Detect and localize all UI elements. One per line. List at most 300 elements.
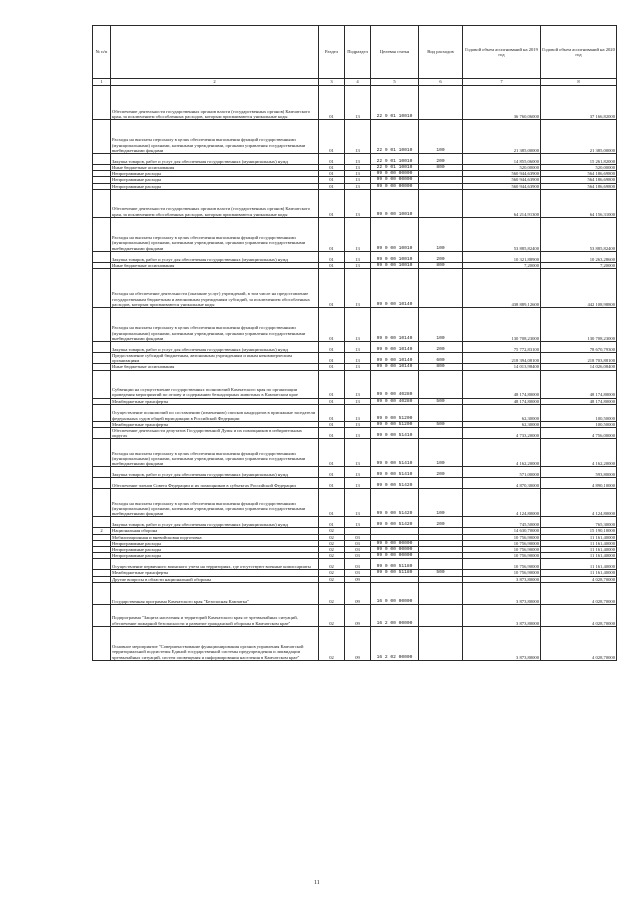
row-razdel: 01 bbox=[319, 183, 345, 189]
row-target-article: 99 0 00 51200 bbox=[371, 421, 419, 427]
row-target-article: 99 0 00 10140 bbox=[371, 364, 419, 370]
table-row bbox=[93, 217, 617, 251]
row-podrazdel: 13 bbox=[345, 217, 371, 251]
row-razdel: 01 bbox=[319, 364, 345, 370]
row-razdel: 01 bbox=[319, 421, 345, 427]
row-number bbox=[93, 120, 111, 154]
row-razdel: 02 bbox=[319, 553, 345, 559]
row-amount-2020: 15 261,82000 bbox=[541, 154, 617, 165]
row-number bbox=[93, 269, 111, 308]
row-expense-type: 500 bbox=[419, 398, 463, 404]
row-amount-2019: 4 870,30000 bbox=[463, 478, 541, 489]
row-amount-2019: 10 756,90000 bbox=[463, 559, 541, 570]
row-amount-2019: 62,30000 bbox=[463, 421, 541, 427]
row-amount-2020: 78 670,79300 bbox=[541, 342, 617, 353]
row-razdel: 01 bbox=[319, 251, 345, 262]
row-name: Обеспечение деятельности государственных органов власти (государственных органов) Камчатского края, за исключением обособленных расходов, которым присваиваются уникальные коды bbox=[111, 189, 319, 217]
row-razdel: 01 bbox=[319, 120, 345, 154]
row-target-article: 99 0 00 10140 bbox=[371, 353, 419, 364]
row-podrazdel: 13 bbox=[345, 467, 371, 478]
table-row bbox=[93, 626, 617, 660]
row-name: Обеспечение деятельности государственных органов власти (государственных органов) Камчатского края, за исключением обособленных расходов, которым присваиваются уникальные коды bbox=[111, 86, 319, 120]
row-podrazdel: 03 bbox=[345, 559, 371, 570]
row-amount-2019: 560 944,63900 bbox=[463, 183, 541, 189]
row-amount-2019: 75 772,83100 bbox=[463, 342, 541, 353]
row-name: Мобилизационная и вневойсковая подготовка bbox=[111, 534, 319, 540]
row-amount-2019: 520,00000 bbox=[463, 165, 541, 171]
row-podrazdel: 03 bbox=[345, 534, 371, 540]
row-amount-2020: 11 161,40000 bbox=[541, 547, 617, 553]
row-name: Межбюджетные трансферты bbox=[111, 570, 319, 576]
row-target-article: 16 2 00 00000 bbox=[371, 604, 419, 626]
row-number bbox=[93, 428, 111, 439]
row-number bbox=[93, 404, 111, 421]
row-amount-2020: 130 708,23000 bbox=[541, 308, 617, 342]
row-amount-2019: 3 873,80000 bbox=[463, 576, 541, 582]
row-podrazdel: 03 bbox=[345, 547, 371, 553]
row-name: Непрограммные расходы bbox=[111, 177, 319, 183]
row-expense-type: 200 bbox=[419, 251, 463, 262]
row-amount-2020: 53 885,82400 bbox=[541, 217, 617, 251]
row-amount-2020: 48 174,80000 bbox=[541, 398, 617, 404]
row-number bbox=[93, 251, 111, 262]
row-amount-2020: 11 161,40000 bbox=[541, 570, 617, 576]
row-podrazdel: 09 bbox=[345, 576, 371, 582]
row-razdel: 01 bbox=[319, 217, 345, 251]
row-amount-2020: 564 186,69800 bbox=[541, 171, 617, 177]
row-amount-2020: 64 156,31000 bbox=[541, 189, 617, 217]
row-target-article: 99 0 00 10010 bbox=[371, 217, 419, 251]
table-row bbox=[93, 364, 617, 370]
table-row bbox=[93, 120, 617, 154]
row-amount-2019: 10 756,90000 bbox=[463, 570, 541, 576]
row-razdel: 01 bbox=[319, 342, 345, 353]
row-name: Подпрограмма "Защита населения и территорий Камчатского края от чрезвычайных ситуаций, обеспечение пожарной безопасности и развитие гражданской обороны в Камчатском крае" bbox=[111, 604, 319, 626]
row-amount-2020: 4 028,70000 bbox=[541, 582, 617, 604]
row-expense-type: 500 bbox=[419, 570, 463, 576]
row-amount-2019: 3 873,80000 bbox=[463, 626, 541, 660]
colnum: 6 bbox=[419, 79, 463, 86]
row-expense-type bbox=[419, 404, 463, 421]
row-target-article: 99 0 00 51420 bbox=[371, 517, 419, 528]
row-amount-2020: 564 186,69800 bbox=[541, 177, 617, 183]
row-amount-2020: 765,30000 bbox=[541, 517, 617, 528]
row-target-article: 99 0 00 00000 bbox=[371, 183, 419, 189]
row-expense-type: 500 bbox=[419, 421, 463, 427]
row-razdel: 01 bbox=[319, 489, 345, 517]
table-row bbox=[93, 559, 617, 570]
row-podrazdel: 13 bbox=[345, 370, 371, 398]
row-expense-type bbox=[419, 86, 463, 120]
row-razdel: 02 bbox=[319, 528, 345, 534]
row-amount-2019: 10 756,90000 bbox=[463, 547, 541, 553]
row-name: Основное мероприятие "Совершенствование функционирования органов управления Камчатской территориальной подсистемы Единой государственной системы предупреждения и ликвидации чрезвычайных ситуаций, систем оповещения и информирования населения в Камчатском крае" bbox=[111, 626, 319, 660]
row-podrazdel: 13 bbox=[345, 154, 371, 165]
row-name: Расходы на выплаты персоналу в целях обеспечения выполнения функций государственными (муниципальными) органами, казенными учреждениями, органами управления государственными внебюджетными фондами bbox=[111, 489, 319, 517]
row-name: Непрограммные расходы bbox=[111, 553, 319, 559]
row-target-article: 99 0 00 51200 bbox=[371, 404, 419, 421]
row-amount-2020: 100,50000 bbox=[541, 404, 617, 421]
row-number bbox=[93, 489, 111, 517]
row-podrazdel: 13 bbox=[345, 308, 371, 342]
row-expense-type: 200 bbox=[419, 154, 463, 165]
row-target-article: 99 0 00 51420 bbox=[371, 489, 419, 517]
row-razdel: 02 bbox=[319, 570, 345, 576]
row-expense-type: 100 bbox=[419, 489, 463, 517]
row-expense-type: 600 bbox=[419, 353, 463, 364]
row-razdel: 02 bbox=[319, 604, 345, 626]
row-razdel: 01 bbox=[319, 262, 345, 268]
row-target-article: 99 0 00 10140 bbox=[371, 308, 419, 342]
row-target-article: 99 0 00 10140 bbox=[371, 342, 419, 353]
row-expense-type: 100 bbox=[419, 439, 463, 467]
table-row bbox=[93, 517, 617, 528]
row-razdel: 01 bbox=[319, 404, 345, 421]
colnum: 1 bbox=[93, 79, 111, 86]
row-amount-2019: 745,50000 bbox=[463, 517, 541, 528]
col-header-2019: Годовой объем ассигнований на 2019 год bbox=[463, 26, 541, 79]
row-name: Расходы на выплаты персоналу в целях обеспечения выполнения функций государственными (муниципальными) органами, казенными учреждениями, органами управления государственными внебюджетными фондами bbox=[111, 120, 319, 154]
row-number bbox=[93, 189, 111, 217]
row-podrazdel: 09 bbox=[345, 626, 371, 660]
table-row bbox=[93, 604, 617, 626]
row-target-article: 99 0 00 10010 bbox=[371, 189, 419, 217]
row-number bbox=[93, 217, 111, 251]
colnum: 5 bbox=[371, 79, 419, 86]
row-amount-2020: 4 756,00000 bbox=[541, 428, 617, 439]
row-target-article: 99 0 00 10010 bbox=[371, 262, 419, 268]
row-number bbox=[93, 370, 111, 398]
row-number bbox=[93, 626, 111, 660]
row-razdel: 01 bbox=[319, 177, 345, 183]
row-number bbox=[93, 478, 111, 489]
row-expense-type bbox=[419, 189, 463, 217]
row-amount-2019: 21 385,00000 bbox=[463, 120, 541, 154]
row-amount-2019: 53 885,82400 bbox=[463, 217, 541, 251]
row-expense-type: 100 bbox=[419, 308, 463, 342]
row-target-article: 99 0 00 00000 bbox=[371, 547, 419, 553]
row-podrazdel: 13 bbox=[345, 262, 371, 268]
row-target-article: 22 9 01 10010 bbox=[371, 165, 419, 171]
row-razdel: 01 bbox=[319, 517, 345, 528]
row-name: Предоставление субсидий бюджетным, автономным учреждениям и иным некоммерческим организациям bbox=[111, 353, 319, 364]
row-amount-2020: 520,00000 bbox=[541, 165, 617, 171]
row-amount-2019: 62,30000 bbox=[463, 404, 541, 421]
row-expense-type bbox=[419, 582, 463, 604]
row-podrazdel: 13 bbox=[345, 251, 371, 262]
header-row bbox=[93, 26, 617, 79]
row-target-article: 99 0 00 40280 bbox=[371, 370, 419, 398]
row-name: Иные бюджетные ассигнования bbox=[111, 262, 319, 268]
row-amount-2019: 10 321,88900 bbox=[463, 251, 541, 262]
row-amount-2019: 14 630,70000 bbox=[463, 528, 541, 534]
table-row bbox=[93, 489, 617, 517]
row-razdel: 01 bbox=[319, 189, 345, 217]
row-amount-2019: 36 760,06000 bbox=[463, 86, 541, 120]
table-row bbox=[93, 262, 617, 268]
row-amount-2020: 4 028,70000 bbox=[541, 626, 617, 660]
row-number bbox=[93, 604, 111, 626]
row-name: Непрограммные расходы bbox=[111, 183, 319, 189]
row-number bbox=[93, 559, 111, 570]
row-razdel: 01 bbox=[319, 370, 345, 398]
row-target-article: 99 0 00 40280 bbox=[371, 398, 419, 404]
row-razdel: 02 bbox=[319, 576, 345, 582]
row-podrazdel: 13 bbox=[345, 517, 371, 528]
row-razdel: 02 bbox=[319, 626, 345, 660]
row-razdel: 01 bbox=[319, 428, 345, 439]
row-target-article: 99 0 00 51410 bbox=[371, 439, 419, 467]
row-amount-2019: 10 756,90000 bbox=[463, 553, 541, 559]
row-amount-2019: 560 944,63900 bbox=[463, 171, 541, 177]
row-expense-type: 800 bbox=[419, 364, 463, 370]
row-podrazdel: 13 bbox=[345, 398, 371, 404]
page-number: 11 bbox=[314, 880, 320, 886]
row-podrazdel: 13 bbox=[345, 478, 371, 489]
row-expense-type: 800 bbox=[419, 165, 463, 171]
table-row bbox=[93, 478, 617, 489]
row-amount-2020: 15 190,10000 bbox=[541, 528, 617, 534]
row-name: Расходы на обеспечение деятельности (оказание услуг) учреждений, в том числе на предоставление государственным бюджетным и автономным учреждениям субсидий, за исключением обособленных расходов, которым присваиваются уникальные коды bbox=[111, 269, 319, 308]
table-row bbox=[93, 353, 617, 364]
table-row bbox=[93, 86, 617, 120]
row-podrazdel: 13 bbox=[345, 421, 371, 427]
row-podrazdel: 13 bbox=[345, 342, 371, 353]
row-amount-2019: 3 873,80000 bbox=[463, 582, 541, 604]
row-podrazdel: 13 bbox=[345, 177, 371, 183]
row-amount-2020: 218 703,88100 bbox=[541, 353, 617, 364]
row-amount-2020: 593,80000 bbox=[541, 467, 617, 478]
row-razdel: 02 bbox=[319, 582, 345, 604]
row-amount-2020: 48 174,80000 bbox=[541, 370, 617, 398]
row-name: Межбюджетные трансферты bbox=[111, 421, 319, 427]
row-amount-2019: 4 124,80000 bbox=[463, 489, 541, 517]
row-razdel: 01 bbox=[319, 269, 345, 308]
row-amount-2020: 4 028,70000 bbox=[541, 604, 617, 626]
row-amount-2020: 442 108,98800 bbox=[541, 269, 617, 308]
row-amount-2020: 11 161,40000 bbox=[541, 553, 617, 559]
colnum: 4 bbox=[345, 79, 371, 86]
col-header-razdel: Раздел bbox=[319, 26, 345, 79]
row-expense-type bbox=[419, 478, 463, 489]
row-razdel: 01 bbox=[319, 165, 345, 171]
table-body bbox=[93, 86, 617, 661]
row-amount-2019: 4 162,20000 bbox=[463, 439, 541, 467]
row-amount-2020: 21 385,00000 bbox=[541, 120, 617, 154]
budget-table bbox=[92, 25, 617, 661]
row-razdel: 01 bbox=[319, 439, 345, 467]
row-razdel: 01 bbox=[319, 171, 345, 177]
row-expense-type: 200 bbox=[419, 342, 463, 353]
row-razdel: 02 bbox=[319, 559, 345, 570]
row-name: Обеспечение деятельности депутатов Государственной Думы и их помощников в избирательных округах bbox=[111, 428, 319, 439]
row-name: Закупка товаров, работ и услуг для обеспечения государственных (муниципальных) нужд bbox=[111, 154, 319, 165]
row-amount-2020: 100,50000 bbox=[541, 421, 617, 427]
col-header-name bbox=[111, 26, 319, 79]
row-amount-2019: 571,00000 bbox=[463, 467, 541, 478]
row-amount-2019: 10 756,90000 bbox=[463, 540, 541, 546]
row-expense-type bbox=[419, 559, 463, 570]
row-target-article: 99 0 00 00000 bbox=[371, 177, 419, 183]
row-razdel: 01 bbox=[319, 467, 345, 478]
row-target-article: 99 0 00 51420 bbox=[371, 478, 419, 489]
row-podrazdel: 13 bbox=[345, 189, 371, 217]
row-podrazdel: 03 bbox=[345, 553, 371, 559]
row-podrazdel: 13 bbox=[345, 86, 371, 120]
row-name: Субвенции на осуществление государственных полномочий Камчатского края по организации проведения мероприятий по отлову и содержанию безнадзорных животных в Камчатском крае bbox=[111, 370, 319, 398]
row-razdel: 02 bbox=[319, 540, 345, 546]
col-header-podrazdel: Подраздел bbox=[345, 26, 371, 79]
row-expense-type: 200 bbox=[419, 517, 463, 528]
row-name: Расходы на выплаты персоналу в целях обеспечения выполнения функций государственными (муниципальными) органами, казенными учреждениями, органами управления государственными внебюджетными фондами bbox=[111, 217, 319, 251]
row-expense-type: 100 bbox=[419, 120, 463, 154]
row-razdel: 02 bbox=[319, 534, 345, 540]
table-row bbox=[93, 251, 617, 262]
row-amount-2020: 14 026,08400 bbox=[541, 364, 617, 370]
row-name: Закупка товаров, работ и услуг для обеспечения государственных (муниципальных) нужд bbox=[111, 467, 319, 478]
colnum: 3 bbox=[319, 79, 345, 86]
row-podrazdel: 13 bbox=[345, 120, 371, 154]
row-podrazdel: 13 bbox=[345, 364, 371, 370]
row-amount-2019: 130 708,23000 bbox=[463, 308, 541, 342]
row-expense-type: 200 bbox=[419, 467, 463, 478]
row-number bbox=[93, 308, 111, 342]
row-target-article: 99 0 00 10010 bbox=[371, 251, 419, 262]
row-name: Иные бюджетные ассигнования bbox=[111, 165, 319, 171]
row-name: Непрограммные расходы bbox=[111, 171, 319, 177]
row-podrazdel: 13 bbox=[345, 489, 371, 517]
row-amount-2020: 564 186,69800 bbox=[541, 183, 617, 189]
row-target-article: 99 0 00 51180 bbox=[371, 570, 419, 576]
table-row bbox=[93, 404, 617, 421]
row-name: Непрограммные расходы bbox=[111, 547, 319, 553]
row-expense-type bbox=[419, 428, 463, 439]
row-amount-2020: 10 263,28600 bbox=[541, 251, 617, 262]
row-expense-type: 100 bbox=[419, 217, 463, 251]
row-amount-2020: 11 161,40000 bbox=[541, 540, 617, 546]
row-amount-2020: 4 028,70000 bbox=[541, 576, 617, 582]
col-header-vr: Вид расходов bbox=[419, 26, 463, 79]
row-amount-2020: 4 162,20000 bbox=[541, 439, 617, 467]
row-name: Государственная программа Камчатского края "Безопасная Камчатка" bbox=[111, 582, 319, 604]
column-number-row bbox=[93, 79, 617, 86]
row-target-article: 22 9 01 10010 bbox=[371, 154, 419, 165]
row-number bbox=[93, 86, 111, 120]
row-target-article: 99 0 00 51180 bbox=[371, 559, 419, 570]
row-podrazdel: 13 bbox=[345, 171, 371, 177]
row-name: Другие вопросы в области национальной обороны bbox=[111, 576, 319, 582]
row-expense-type bbox=[419, 604, 463, 626]
row-razdel: 01 bbox=[319, 398, 345, 404]
row-target-article: 22 9 01 10010 bbox=[371, 120, 419, 154]
row-razdel: 01 bbox=[319, 353, 345, 364]
row-target-article: 99 0 00 10140 bbox=[371, 269, 419, 308]
table-row bbox=[93, 582, 617, 604]
row-amount-2019: 560 944,63900 bbox=[463, 177, 541, 183]
colnum: 2 bbox=[111, 79, 319, 86]
row-amount-2019: 10 756,90000 bbox=[463, 534, 541, 540]
row-amount-2019: 64 214,91300 bbox=[463, 189, 541, 217]
row-amount-2019: 7,20000 bbox=[463, 262, 541, 268]
row-amount-2020: 37 166,82000 bbox=[541, 86, 617, 120]
table-row bbox=[93, 165, 617, 171]
row-number bbox=[93, 353, 111, 364]
row-amount-2019: 48 174,80000 bbox=[463, 370, 541, 398]
row-razdel: 01 bbox=[319, 478, 345, 489]
row-name: Иные бюджетные ассигнования bbox=[111, 364, 319, 370]
budget-sheet bbox=[92, 25, 616, 661]
row-podrazdel: 13 bbox=[345, 353, 371, 364]
table-row bbox=[93, 342, 617, 353]
table-row bbox=[93, 576, 617, 582]
row-number: 2 bbox=[93, 528, 111, 534]
col-header-no: № п/п bbox=[93, 26, 111, 79]
table-row bbox=[93, 370, 617, 398]
row-name: Закупка товаров, работ и услуг для обеспечения государственных (муниципальных) нужд bbox=[111, 251, 319, 262]
row-podrazdel: 13 bbox=[345, 183, 371, 189]
row-expense-type bbox=[419, 269, 463, 308]
row-amount-2019: 14 855,06000 bbox=[463, 154, 541, 165]
row-amount-2020: 4 124,80000 bbox=[541, 489, 617, 517]
col-header-2020: Годовой объем ассигнований на 2020 год bbox=[541, 26, 617, 79]
row-amount-2019: 4 733,20000 bbox=[463, 428, 541, 439]
table-row bbox=[93, 467, 617, 478]
table-row bbox=[93, 269, 617, 308]
row-number bbox=[93, 467, 111, 478]
row-name: Закупка товаров, работ и услуг для обеспечения государственных (муниципальных) нужд bbox=[111, 342, 319, 353]
row-amount-2019: 14 013,98400 bbox=[463, 364, 541, 370]
row-name: Межбюджетные трансферты bbox=[111, 398, 319, 404]
row-name: Непрограммные расходы bbox=[111, 540, 319, 546]
row-amount-2019: 48 174,80000 bbox=[463, 398, 541, 404]
row-podrazdel: 13 bbox=[345, 404, 371, 421]
row-target-article: 22 9 01 10010 bbox=[371, 86, 419, 120]
row-podrazdel: 09 bbox=[345, 582, 371, 604]
row-podrazdel: 13 bbox=[345, 165, 371, 171]
row-razdel: 01 bbox=[319, 86, 345, 120]
row-target-article: 16 2 02 00000 bbox=[371, 626, 419, 660]
row-name: Осуществление полномочий по составлению (изменению) списков кандидатов в присяжные заседатели федеральных судов общей юрисдикции в Российской Федерации bbox=[111, 404, 319, 421]
row-podrazdel: 13 bbox=[345, 269, 371, 308]
colnum: 7 bbox=[463, 79, 541, 86]
row-target-article: 99 0 00 51410 bbox=[371, 428, 419, 439]
row-target-article: 16 0 00 00000 bbox=[371, 582, 419, 604]
table-row bbox=[93, 154, 617, 165]
row-amount-2019: 218 394,08100 bbox=[463, 353, 541, 364]
row-number bbox=[93, 342, 111, 353]
row-name: Расходы на выплаты персоналу в целях обеспечения выполнения функций государственными (муниципальными) органами, казенными учреждениями, органами управления государственными внебюджетными фондами bbox=[111, 308, 319, 342]
row-number bbox=[93, 582, 111, 604]
row-podrazdel: 03 bbox=[345, 540, 371, 546]
row-target-article: 99 0 00 51410 bbox=[371, 467, 419, 478]
row-name: Закупка товаров, работ и услуг для обеспечения государственных (муниципальных) нужд bbox=[111, 517, 319, 528]
row-expense-type bbox=[419, 370, 463, 398]
table-row bbox=[93, 308, 617, 342]
row-expense-type: 800 bbox=[419, 262, 463, 268]
col-header-cs: Целевая статья bbox=[371, 26, 419, 79]
row-razdel: 01 bbox=[319, 308, 345, 342]
row-amount-2020: 7,20000 bbox=[541, 262, 617, 268]
row-name: Национальная оборона bbox=[111, 528, 319, 534]
row-podrazdel: 03 bbox=[345, 570, 371, 576]
row-amount-2019: 3 873,80000 bbox=[463, 604, 541, 626]
row-target-article: 99 0 00 00000 bbox=[371, 540, 419, 546]
row-number bbox=[93, 154, 111, 165]
row-amount-2020: 4 890,10000 bbox=[541, 478, 617, 489]
row-amount-2019: 438 889,12600 bbox=[463, 269, 541, 308]
row-target-article: 99 0 00 00000 bbox=[371, 553, 419, 559]
table-row bbox=[93, 428, 617, 439]
